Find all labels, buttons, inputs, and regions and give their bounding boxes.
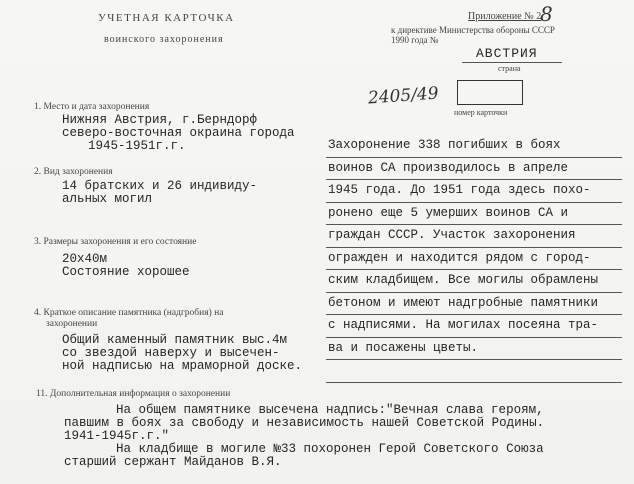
handwritten-date: 2405/49	[367, 83, 440, 109]
ruled-line-5: граждан СССР. Участок захоронения	[326, 225, 622, 248]
field-1-line-2: северо-восточная окраина города	[62, 126, 295, 140]
ruled-line-8: бетоном и имеют надгробные памятники	[326, 293, 622, 316]
appendix-label: Приложение № 2	[468, 11, 542, 22]
card-number-caption: номер карточки	[454, 108, 508, 117]
ruled-line-10: ва и посажены цветы.	[326, 338, 622, 361]
field-1-line-1: Нижняя Австрия, г.Берндорф	[62, 113, 258, 127]
country-caption: страна	[498, 64, 521, 73]
ruled-line-4: ронено еще 5 умерших воинов СА и	[326, 203, 622, 226]
ruled-line-3: 1945 года. До 1951 года здесь похо-	[326, 180, 622, 203]
field-3-line-1: 20х40м	[62, 252, 108, 266]
ruled-line-9: с надписями. На могилах посеяна тра-	[326, 315, 622, 338]
ruled-line-1: Захоронение 338 погибших в боях	[326, 135, 622, 158]
handwritten-number: 8	[540, 2, 553, 26]
country-underline	[462, 62, 562, 63]
field-1-value	[62, 114, 295, 153]
field-1-line-3: 1945-1951г.г.	[88, 139, 186, 153]
field-1-label: 1. Место и дата захоронения	[34, 102, 150, 112]
burial-description-ruled	[326, 135, 622, 383]
field-3-label: 3. Размеры захоронения и его состояние	[34, 237, 197, 247]
additional-line-3: 1941-1945г.г."	[64, 429, 170, 443]
field-4-line-2: со звездой наверху и высечен-	[62, 346, 280, 360]
card-number-box	[457, 80, 523, 105]
field-2-line-2: альных могил	[62, 192, 153, 206]
additional-line-4: На кладбище в могиле №33 похоронен Герой Советского Союза	[116, 442, 544, 456]
additional-line-5: старший сержант Майданов В.Я.	[64, 455, 282, 469]
card-title: УЧЕТНАЯ КАРТОЧКА	[98, 12, 235, 24]
ministry-directive	[391, 25, 555, 45]
field-2-line-1: 14 братских и 26 индивиду-	[62, 179, 258, 193]
ruled-line-7: ским кладбищем. Все могилы обрамлены	[326, 270, 622, 293]
field-4-label	[34, 308, 223, 330]
field-4-line-1: Общий каменный памятник выс.4м	[62, 333, 288, 347]
ruled-line-6: огражден и находится рядом с город-	[326, 248, 622, 271]
field-4-label-line-1: 4. Краткое описание памятника (надгробия) на	[34, 308, 224, 318]
field-4-line-3: ной надписью на мраморной доске.	[62, 359, 303, 373]
field-2-label: 2. Вид захоронения	[34, 167, 113, 177]
field-4-value	[62, 334, 302, 373]
ruled-blank-line	[326, 360, 622, 383]
field-3-line-2: Состояние хорошее	[62, 265, 190, 279]
ministry-line-2: 1990 года №	[391, 35, 439, 45]
card-subtitle: воинского захоронения	[104, 34, 224, 45]
country-value: АВСТРИЯ	[476, 46, 538, 61]
field-11-label: 11. Дополнительная информация о захоронении	[36, 389, 231, 399]
field-2-value	[62, 180, 257, 206]
field-4-label-line-2: захоронении	[46, 319, 98, 329]
field-3-value	[62, 253, 190, 279]
additional-info-text	[64, 404, 544, 469]
additional-line-2: павшим в боях за свободу и независимость нашей Советской Родины.	[64, 416, 545, 430]
ruled-line-2: воинов СА производилось в апреле	[326, 158, 622, 181]
additional-line-1: На общем памятнике высечена надпись:"Вечная слава героям,	[116, 403, 544, 417]
ministry-line-1: к директиве Министерства обороны СССР	[391, 25, 555, 35]
